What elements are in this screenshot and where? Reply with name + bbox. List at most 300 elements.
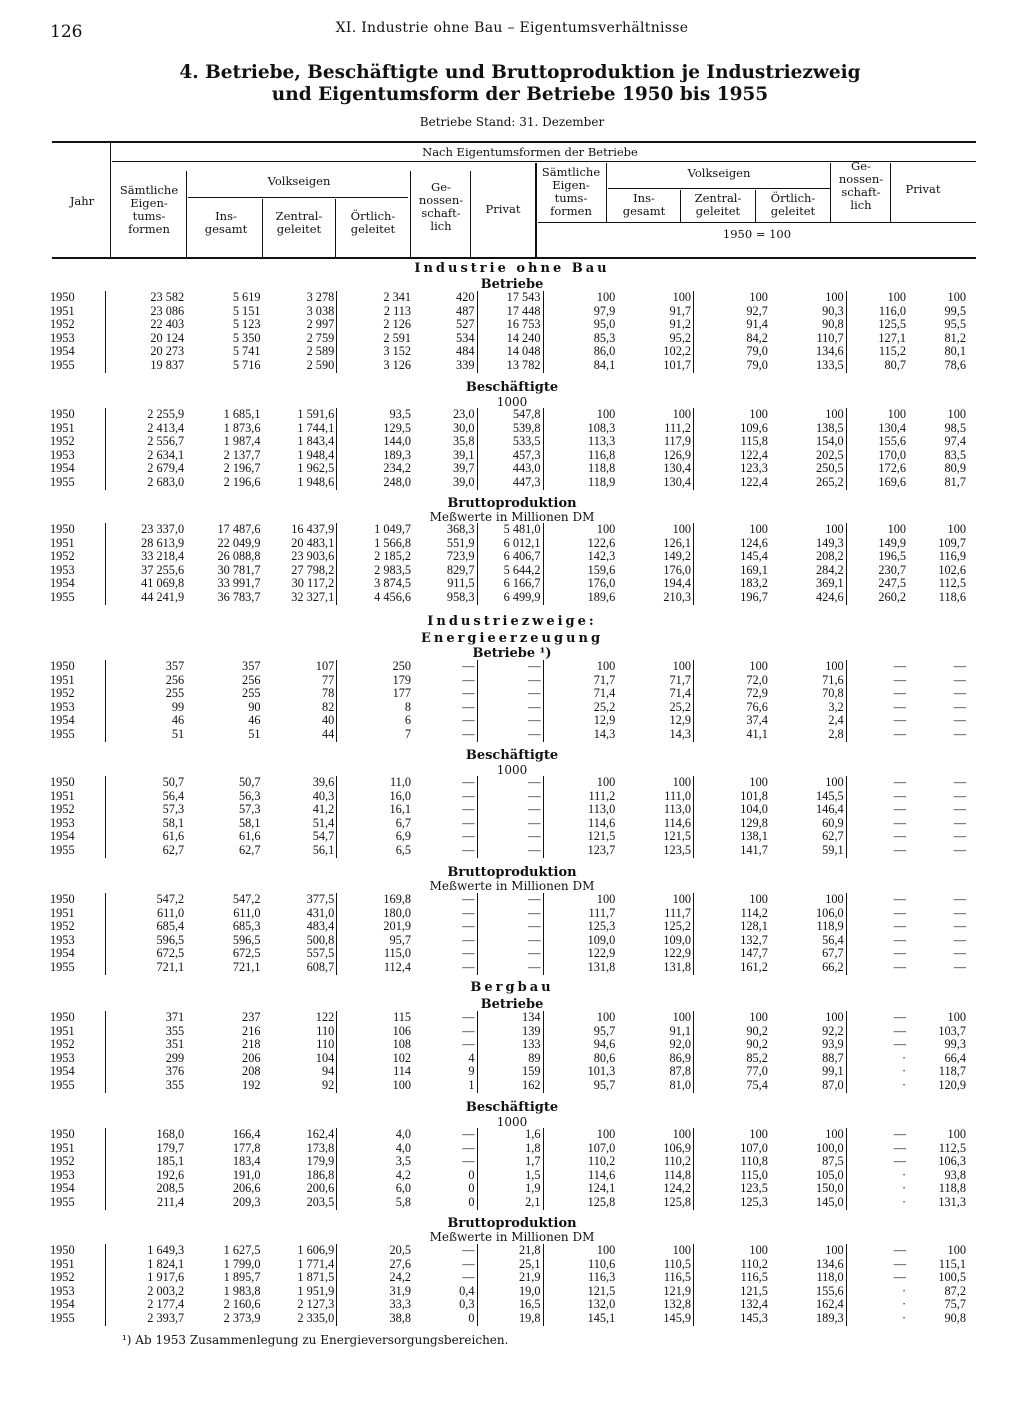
value-cell: 100 [543,1244,617,1258]
value-cell: 1,9 [477,1182,543,1196]
year-cell: 1950 [50,291,75,304]
value-cell: — [846,844,908,858]
year-cell: 1951 [50,304,75,318]
page-number: 126 [50,22,83,42]
value-cell: 122,4 [694,449,770,463]
table-row [48,714,968,728]
year-cell: 1954 [50,462,75,476]
value-cell: 100 [694,893,770,907]
section-heading: Industrie ohne Bau [414,261,610,276]
value-cell: 100 [825,660,844,673]
table-row [48,1182,968,1196]
value-cell: 1 049,7 [337,523,413,537]
value-cell: 7 [337,728,413,742]
value-cell: — [462,906,475,920]
table-row [48,1169,968,1183]
value-cell: 161,2 [694,961,770,975]
value-cell: 234,2 [337,462,413,476]
value-cell: 90,8 [944,1311,966,1325]
value-cell: 0,4 [459,1284,475,1298]
value-cell: 159,6 [543,564,617,578]
value-cell: 40,3 [312,789,335,803]
value-cell: 2 373,9 [223,1311,261,1325]
year-cell: 1950 [50,776,75,789]
value-cell: — [477,701,543,715]
value-cell: 71,4 [543,687,617,701]
value-cell: 256 [242,673,261,687]
value-cell: 685,3 [232,920,261,934]
value-cell: 100 [846,408,908,422]
value-cell: 62,7 [106,844,186,858]
value-cell: 145,4 [694,550,770,564]
value-cell: 145,0 [816,1195,844,1209]
value-cell: 107 [315,660,335,673]
value-cell: 88,7 [822,1051,844,1065]
value-cell: 8 [337,701,413,715]
value-cell: 95,5 [944,318,966,332]
value-cell: 33 991,7 [217,577,261,591]
value-cell: 107,0 [543,1142,617,1156]
value-cell: 2 634,1 [106,449,186,463]
value-cell: — [953,660,966,673]
value-cell: 100 [825,776,844,789]
year-cell: 1954 [50,577,75,591]
value-cell: 202,5 [816,448,844,462]
section-heading: Bergbau [470,980,554,995]
value-cell: 97,4 [944,435,966,449]
value-cell: 91,4 [694,318,770,332]
value-cell: 125,8 [543,1196,617,1210]
value-cell: — [477,803,543,817]
value-cell: — [846,1038,908,1052]
value-cell: 50,7 [106,776,186,790]
value-cell: 86,0 [543,345,617,359]
value-cell: 6 499,9 [477,591,543,605]
value-cell: 27,6 [337,1258,413,1272]
year-cell: 1953 [50,563,75,577]
value-cell: 9 [468,1065,475,1079]
value-cell: 16,0 [337,790,413,804]
value-cell: — [953,687,966,701]
value-cell: 87,2 [944,1284,966,1298]
value-cell: 46 [248,714,261,728]
value-cell: 2 126 [337,318,413,332]
value-cell: 23 903,6 [291,550,335,564]
value-cell: 12,9 [669,714,692,728]
value-cell: 56,4 [106,790,186,804]
value-cell: 2 127,3 [297,1298,335,1312]
value-cell: — [477,934,543,948]
value-cell: 144,0 [337,435,413,449]
data-block [48,1128,968,1210]
idx-head-oertlich: Örtlich- geleitet [770,191,816,218]
value-cell: 94,6 [543,1038,617,1052]
section-heading: Industriezweige: [427,614,597,629]
value-cell: 149,2 [663,550,692,564]
value-cell: 21,9 [477,1271,543,1285]
value-cell: — [846,907,908,921]
value-cell: 100 [694,291,770,305]
table-row [48,408,968,422]
value-cell: 100 [543,660,617,674]
value-cell: — [953,816,966,830]
value-cell: 25,2 [669,700,692,714]
value-cell: 23,0 [452,408,475,421]
header-divider-privat [535,163,537,257]
value-cell: 108,3 [543,422,617,436]
value-cell: 211,4 [106,1196,186,1210]
value-cell: — [846,893,908,907]
top-rule [52,141,976,143]
value-cell: 5 716 [232,358,261,372]
value-cell: 116,5 [663,1271,692,1285]
value-cell: 37 255,6 [106,564,186,578]
value-cell: 443,0 [477,462,543,476]
col-head-volkseigen: Volkseigen [267,174,331,188]
col-head-genossen: Ge- nossen- schaft- lich [418,180,464,233]
col-head-jahr: Jahr [69,194,95,208]
value-cell: 25,2 [543,701,617,715]
value-cell: 5 151 [232,304,261,318]
year-cell: 1950 [50,893,75,906]
value-cell: — [846,714,908,728]
value-cell: 110 [316,1024,335,1038]
value-cell: 5 481,0 [477,523,543,537]
idx-head-zentral: Zentral- geleitet [694,191,742,218]
value-cell: 93,5 [337,408,413,422]
value-cell: 72,0 [694,674,770,688]
value-cell: 90 [248,700,261,714]
year-cell: 1950 [50,408,75,421]
value-cell: — [462,776,475,789]
value-cell: 93,8 [944,1168,966,1182]
value-cell: 22 403 [106,318,186,332]
value-cell: 78 [321,687,335,701]
unit-label: 1000 [496,763,528,777]
value-cell: 112,5 [938,577,966,591]
value-cell: 155,6 [846,435,908,449]
value-cell: — [846,776,908,790]
value-cell: 100 [947,1011,966,1024]
value-cell: 829,7 [446,563,475,577]
value-cell: — [477,893,543,907]
value-cell: 123,5 [694,1182,770,1196]
value-cell: 100 [825,1244,844,1257]
value-cell: — [462,933,475,947]
value-cell: 80,7 [846,359,908,373]
value-cell: 81,7 [944,475,966,489]
value-cell: 169,1 [694,564,770,578]
value-cell: 110,7 [816,331,844,345]
value-cell: 1 948,6 [297,475,335,489]
value-cell: 75,7 [944,1298,966,1312]
value-cell: 60,9 [822,816,844,830]
value-cell: 46 [106,714,186,728]
value-cell: — [462,700,475,714]
year-cell: 1955 [50,960,75,974]
value-cell: 355 [106,1025,186,1039]
value-cell: 6 166,7 [477,577,543,591]
value-cell: — [462,947,475,961]
value-cell: 4,2 [337,1169,413,1183]
value-cell: 110,5 [663,1257,692,1271]
unit-label: Meßwerte in Millionen DM [429,1230,595,1244]
value-cell: 19,0 [477,1285,543,1299]
value-cell: — [462,1011,475,1024]
value-cell: 87,0 [822,1078,844,1092]
table-row [48,920,968,934]
value-cell: — [953,673,966,687]
value-cell: 109,0 [543,934,617,948]
year-cell: 1951 [50,536,75,550]
value-cell: — [846,701,908,715]
value-cell: — [462,673,475,687]
value-cell: 100 [672,408,692,421]
table-row [48,435,968,449]
value-cell: 1 685,1 [223,408,261,421]
value-cell: 33 218,4 [106,550,186,564]
value-cell: · [846,1052,908,1066]
value-cell: 56,3 [238,789,261,803]
value-cell: 2 679,4 [106,462,186,476]
value-cell: 50,7 [238,776,261,789]
title-line-1: 4. Betriebe, Beschäftigte und Bruttoproduktion je Industriezweig [179,62,861,83]
value-cell: 1 983,8 [223,1284,261,1298]
value-cell: 101,8 [694,790,770,804]
year-cell: 1955 [50,475,75,489]
year-cell: 1951 [50,421,75,435]
value-cell: 100 [825,291,844,304]
table-row [48,776,968,790]
value-cell: 19,8 [477,1312,543,1326]
value-cell: 608,7 [306,960,335,974]
value-cell: 133,5 [816,358,844,372]
value-cell: 134,6 [816,345,844,359]
year-cell: 1952 [50,318,75,332]
value-cell: 39,0 [452,475,475,489]
value-cell: 2 590 [306,358,335,372]
value-cell: 120,9 [938,1078,966,1092]
value-cell: 284,2 [816,563,844,577]
value-cell: 114,6 [543,1169,617,1183]
value-cell: 100 [694,776,770,790]
value-cell: 141,7 [694,844,770,858]
value-cell: — [477,776,543,790]
value-cell: 357 [242,660,261,673]
value-cell: 22 049,9 [217,536,261,550]
value-cell: 30 117,2 [291,577,335,591]
value-cell: 2 591 [337,332,413,346]
value-cell: 125,3 [543,920,617,934]
value-cell: 39,7 [452,462,475,476]
value-cell: — [846,1258,908,1272]
value-cell: 5 350 [232,331,261,345]
value-cell: 116,9 [938,550,966,564]
table-row [48,1196,968,1210]
value-cell: 100 [825,893,844,906]
value-cell: 0 [468,1168,475,1182]
value-cell: 132,7 [694,934,770,948]
value-cell: 36 783,7 [217,590,261,604]
value-cell: — [953,727,966,741]
value-cell: — [477,907,543,921]
value-cell: — [462,1155,475,1169]
value-cell: 124,2 [663,1182,692,1196]
value-cell: 66,2 [822,960,844,974]
value-cell: 71,4 [669,687,692,701]
value-cell: 110 [316,1038,335,1052]
data-block [48,660,968,742]
value-cell: — [953,700,966,714]
data-block [48,408,968,490]
value-cell: 75,4 [694,1079,770,1093]
value-cell: 13 782 [477,359,543,373]
value-cell: 250,5 [816,462,844,476]
value-cell: 721,1 [106,961,186,975]
running-title: XI. Industrie ohne Bau – Eigentumsverhältnisse [335,20,689,36]
value-cell: 100 [825,523,844,536]
col-head-nach: Nach Eigentumsformen der Betriebe [422,145,638,159]
value-cell: 147,7 [694,947,770,961]
value-cell: 100 [825,1011,844,1024]
value-cell: 132,4 [694,1298,770,1312]
value-cell: 256 [106,674,186,688]
value-cell: 94 [321,1065,335,1079]
value-cell: 1,7 [477,1155,543,1169]
value-cell: 116,5 [694,1271,770,1285]
value-cell: 2 393,7 [106,1312,186,1326]
idx-head-privat: Privat [905,182,941,196]
value-cell: 121,5 [543,830,617,844]
value-cell: 104 [315,1051,335,1065]
table-row [48,449,968,463]
value-cell: 6,7 [337,817,413,831]
value-cell: 2 683,0 [106,476,186,490]
value-cell: 206,6 [232,1182,261,1196]
value-cell: 125,3 [694,1196,770,1210]
value-cell: 216 [242,1024,261,1038]
value-cell: — [462,1024,475,1038]
value-cell: 2,4 [828,714,844,728]
value-cell: 106,0 [816,906,844,920]
value-cell: — [846,961,908,975]
value-cell: 149,3 [816,536,844,550]
value-cell: 100 [947,408,966,421]
value-cell: 138,1 [694,830,770,844]
value-cell: 21,8 [477,1244,543,1258]
year-cell: 1951 [50,906,75,920]
value-cell: 51 [248,727,261,741]
header-bottom-rule [52,257,976,259]
value-cell: — [477,817,543,831]
value-cell: 3 278 [306,291,335,304]
value-cell: 72,9 [694,687,770,701]
value-cell: — [462,1244,475,1257]
value-cell: 90,3 [822,304,844,318]
value-cell: 2 196,7 [223,462,261,476]
header-divider-idx-ins [680,190,681,222]
value-cell: 81,0 [669,1078,692,1092]
value-cell: 12,9 [543,714,617,728]
value-cell: 100 [947,523,966,536]
value-cell: 14,3 [669,727,692,741]
value-cell: 35,8 [452,435,475,449]
value-cell: 95,7 [337,934,413,948]
idx-head-insgesamt: Ins- gesamt [622,191,666,218]
value-cell: 260,2 [846,591,908,605]
table-row [48,550,968,564]
value-cell: 0,3 [459,1298,475,1312]
value-cell: — [846,1142,908,1156]
value-cell: 91,2 [669,318,692,332]
value-cell: 25,1 [477,1258,543,1272]
value-cell: 92,7 [694,305,770,319]
value-cell: 6,0 [337,1182,413,1196]
value-cell: 111,7 [664,906,692,920]
value-cell: 2 113 [337,305,413,319]
value-cell: 0 [468,1182,475,1196]
value-cell: 721,1 [232,960,261,974]
value-cell: 1 987,4 [223,435,261,449]
value-cell: 108 [337,1038,413,1052]
index-base-rule [538,222,976,223]
value-cell: 186,8 [306,1168,335,1182]
value-cell: — [462,803,475,817]
value-cell: 61,6 [106,830,186,844]
unit-label: Meßwerte in Millionen DM [429,879,595,893]
value-cell: 672,5 [106,947,186,961]
value-cell: 132,8 [663,1298,692,1312]
title-line-2: und Eigentumsform der Betriebe 1950 bis 1955 [271,84,769,105]
year-cell: 1954 [50,714,75,728]
value-cell: 130,4 [663,462,692,476]
value-cell: 77 [321,673,335,687]
header-divider-jahr [110,143,111,257]
value-cell: — [462,1257,475,1271]
year-cell: 1951 [50,789,75,803]
header-divider-idx-oertlich [830,163,831,222]
value-cell: 2 003,2 [106,1285,186,1299]
value-cell: 106,9 [663,1141,692,1155]
value-cell: — [846,790,908,804]
table-row [48,1271,968,1285]
value-cell: 5 741 [232,345,261,359]
value-cell: 131,8 [543,961,617,975]
table-row [48,907,968,921]
value-cell: — [953,714,966,728]
value-cell: — [953,830,966,844]
value-cell: 92,0 [669,1038,692,1052]
header-divider-zentral [335,199,336,257]
value-cell: 95,7 [543,1079,617,1093]
value-cell: 0 [468,1311,475,1325]
year-cell: 1955 [50,1078,75,1092]
value-cell: 131,3 [938,1195,966,1209]
value-cell: 118,0 [816,1271,844,1285]
year-cell: 1950 [50,1244,75,1257]
value-cell: — [846,674,908,688]
value-cell: 128,1 [694,920,770,934]
value-cell: 111,7 [543,907,617,921]
year-cell: 1952 [50,920,75,934]
value-cell: 2 556,7 [106,435,186,449]
value-cell: 101,7 [663,358,692,372]
value-cell: 145,9 [663,1311,692,1325]
year-cell: 1953 [50,448,75,462]
value-cell: 83,5 [944,448,966,462]
value-cell: 125,5 [846,318,908,332]
value-cell: 110,2 [694,1258,770,1272]
